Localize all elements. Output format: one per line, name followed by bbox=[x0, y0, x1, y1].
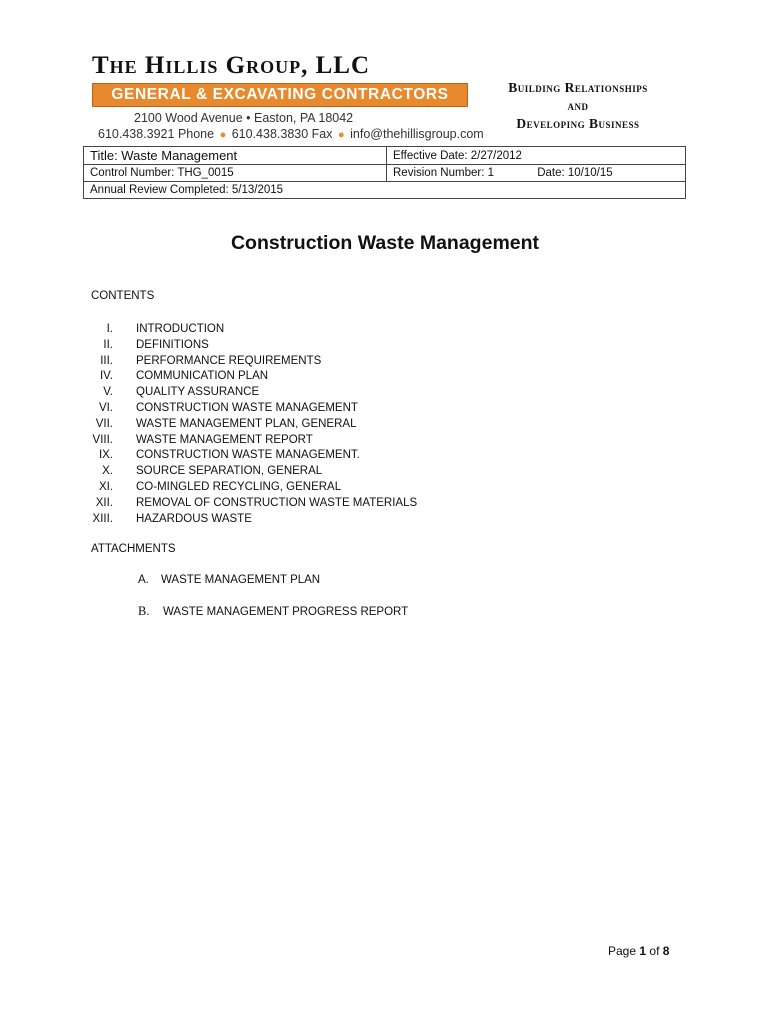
attachment-label: WASTE MANAGEMENT PLAN bbox=[161, 574, 321, 586]
company-banner: GENERAL & EXCAVATING CONTRACTORS bbox=[92, 83, 468, 107]
page-word: Page bbox=[608, 944, 637, 958]
company-address: 2100 Wood Avenue • Easton, PA 18042 bbox=[134, 111, 354, 125]
page-total: 8 bbox=[662, 944, 670, 958]
attachment-letter: A. bbox=[138, 574, 149, 586]
company-email: info@thehillisgroup.com bbox=[350, 127, 484, 141]
effective-date-cell: Effective Date: 2/27/2012 bbox=[387, 147, 686, 165]
toc-item bbox=[91, 354, 417, 370]
page-current: 1 bbox=[639, 944, 647, 958]
toc-item bbox=[91, 401, 417, 417]
company-phone: 610.438.3921 Phone bbox=[98, 127, 215, 141]
toc-item-label: CO-MINGLED RECYCLING, GENERAL bbox=[136, 480, 342, 493]
toc-item-number: VIII. bbox=[92, 433, 113, 446]
toc-item-number: III. bbox=[100, 354, 113, 367]
bullet-dot-icon: ● bbox=[337, 129, 345, 141]
table-of-contents bbox=[91, 322, 417, 527]
toc-item bbox=[91, 385, 417, 401]
toc-item-label: COMMUNICATION PLAN bbox=[136, 370, 269, 383]
attachment-item-b bbox=[138, 604, 408, 619]
toc-item bbox=[91, 448, 417, 464]
annual-review-cell: Annual Review Completed: 5/13/2015 bbox=[84, 182, 686, 199]
toc-item-number: V. bbox=[103, 386, 113, 399]
attachment-letter: B. bbox=[138, 604, 150, 618]
toc-item-number: VII. bbox=[95, 417, 113, 430]
of-word: of bbox=[649, 944, 660, 958]
toc-item-label: WASTE MANAGEMENT PLAN, GENERAL bbox=[136, 417, 357, 430]
tagline-line-2: and bbox=[567, 98, 589, 113]
toc-item-number: IV. bbox=[99, 370, 113, 383]
company-tagline bbox=[478, 79, 678, 133]
document-info-table bbox=[83, 146, 686, 199]
toc-item-label: REMOVAL OF CONSTRUCTION WASTE MATERIALS bbox=[136, 496, 418, 509]
attachment-label: WASTE MANAGEMENT PROGRESS REPORT bbox=[163, 606, 409, 618]
toc-item-label: CONSTRUCTION WASTE MANAGEMENT bbox=[136, 401, 358, 414]
toc-item-label: PERFORMANCE REQUIREMENTS bbox=[136, 354, 322, 367]
toc-item bbox=[91, 322, 417, 338]
contents-heading: CONTENTS bbox=[91, 290, 155, 302]
toc-item bbox=[91, 433, 417, 449]
toc-item-label: SOURCE SEPARATION, GENERAL bbox=[136, 465, 323, 478]
revision-date: Date: 10/10/15 bbox=[537, 167, 613, 179]
toc-item bbox=[91, 480, 417, 496]
toc-item bbox=[91, 512, 417, 528]
company-name: The Hillis Group, LLC bbox=[92, 52, 371, 79]
tagline-line-1: Building Relationships bbox=[508, 80, 648, 95]
toc-item-label: INTRODUCTION bbox=[136, 323, 225, 335]
toc-item-label: HAZARDOUS WASTE bbox=[136, 512, 252, 525]
toc-item bbox=[91, 369, 417, 385]
toc-item-label: WASTE MANAGEMENT REPORT bbox=[136, 433, 313, 446]
toc-item-label: QUALITY ASSURANCE bbox=[136, 386, 260, 399]
toc-item-number: XIII. bbox=[92, 512, 113, 525]
company-logo bbox=[92, 52, 484, 143]
toc-item-number: VI. bbox=[98, 401, 113, 414]
toc-item-label: DEFINITIONS bbox=[136, 338, 209, 351]
bullet-dot-icon: ● bbox=[219, 129, 227, 141]
toc-item-label: CONSTRUCTION WASTE MANAGEMENT. bbox=[136, 449, 360, 462]
tagline-line-3: Developing Business bbox=[516, 116, 640, 131]
toc-item-number: XII. bbox=[95, 496, 113, 509]
toc-item-number: XI. bbox=[98, 480, 113, 493]
control-number-cell: Control Number: THG_0015 bbox=[84, 165, 387, 182]
company-contact bbox=[92, 126, 484, 143]
toc-item bbox=[91, 496, 417, 512]
attachments-heading: ATTACHMENTS bbox=[91, 543, 176, 555]
toc-item-number: X. bbox=[102, 465, 113, 478]
company-fax: 610.438.3830 Fax bbox=[231, 127, 333, 141]
page-number bbox=[608, 944, 669, 958]
toc-item-number: IX. bbox=[98, 449, 113, 462]
toc-item-number: II. bbox=[103, 338, 113, 351]
toc-item bbox=[91, 464, 417, 480]
toc-item bbox=[91, 338, 417, 354]
revision-number: Revision Number: 1 bbox=[393, 167, 494, 179]
attachment-item-a bbox=[138, 574, 320, 586]
revision-cell bbox=[387, 165, 686, 182]
toc-item bbox=[91, 417, 417, 433]
doc-title-cell: Title: Waste Management bbox=[84, 147, 387, 165]
document-title: Construction Waste Management bbox=[230, 232, 540, 254]
toc-item-number: I. bbox=[106, 323, 113, 335]
